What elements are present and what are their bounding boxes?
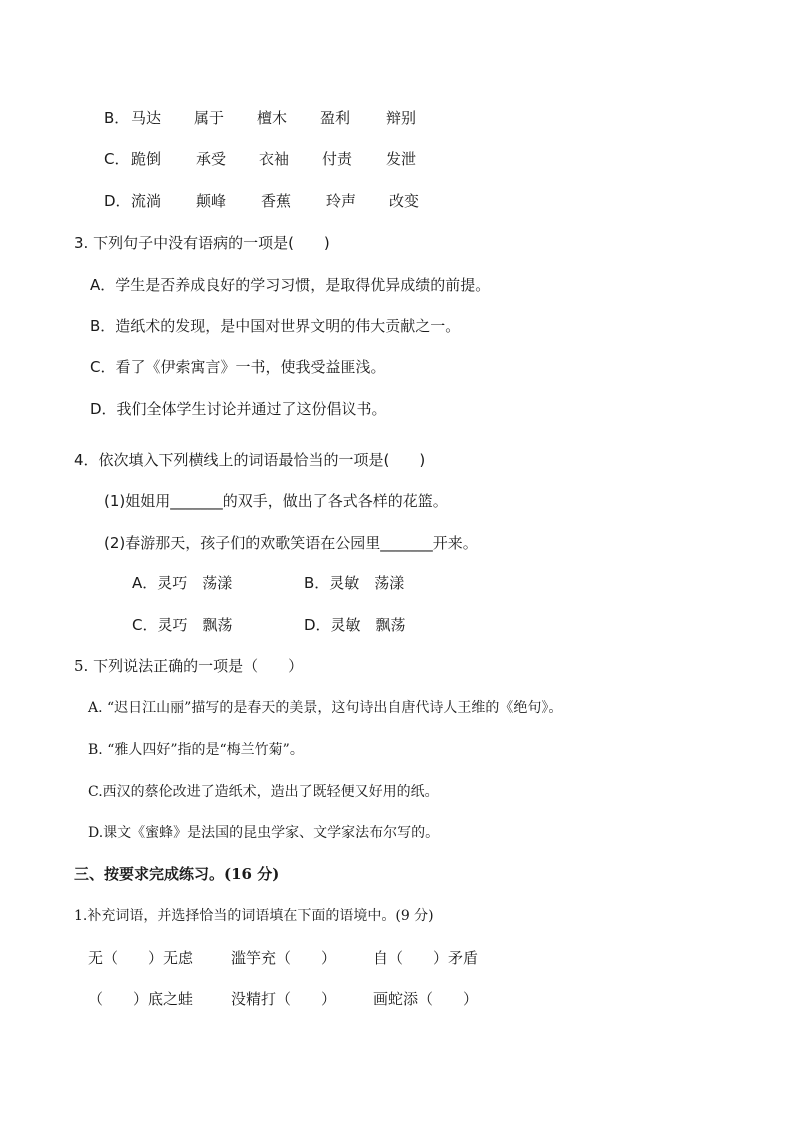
q2-option-b (104, 108, 464, 128)
idioms-row-2 (88, 989, 508, 1009)
q2-word: 香蕉 (261, 192, 292, 210)
idiom-blank: 无（ ）无虑 (88, 949, 194, 967)
q4-sentence-1: (1)姐姐用_______的双手，做出了各式各样的花篮。 (104, 492, 448, 510)
q2-word: 流淌 (131, 192, 162, 210)
q2-option-label: D． (104, 192, 131, 210)
q5-question: 5. 下列说法正确的一项是（ ） (74, 657, 304, 675)
q2-word: 发泄 (386, 150, 417, 168)
q4-option-b: B．灵敏 荡漾 (304, 574, 405, 592)
q2-word: 盈利 (320, 109, 351, 127)
q3-option-b: B．造纸术的发现，是中国对世界文明的伟大贡献之一。 (90, 317, 461, 335)
q2-word: 改变 (389, 192, 420, 210)
q3-option-c: C．看了《伊索寓言》一书，使我受益匪浅。 (90, 358, 386, 376)
q4-option-a: A．灵巧 荡漾 (132, 574, 233, 592)
q4-option-d: D．灵敏 飘荡 (304, 616, 406, 634)
q4-option-c: C．灵巧 飘荡 (132, 616, 233, 634)
q2-option-label: B． (104, 109, 130, 127)
q2-option-c (104, 149, 464, 169)
q2-word: 玲声 (326, 192, 357, 210)
q2-word: 跪倒 (131, 150, 162, 168)
q2-word: 檀木 (257, 109, 288, 127)
q2-word: 马达 (131, 109, 162, 127)
q3-option-a: A．学生是否养成良好的学习习惯，是取得优异成绩的前提。 (90, 276, 491, 294)
q2-word: 颠峰 (196, 192, 227, 210)
idiom-blank: 画蛇添（ ） (373, 990, 479, 1008)
q2-option-d (104, 191, 464, 211)
q2-option-label: C． (104, 150, 130, 168)
q2-word: 承受 (196, 150, 227, 168)
q5-option-c: C.西汉的蔡伦改进了造纸术，造出了既轻便又好用的纸。 (88, 784, 439, 800)
q5-option-d: D.课文《蜜蜂》是法国的昆虫学家、文学家法布尔写的。 (88, 825, 440, 841)
q3-question: 3. 下列句子中没有语病的一项是( ) (74, 234, 330, 252)
idiom-blank: （ ）底之蛙 (88, 990, 194, 1008)
idioms-row-1 (88, 948, 508, 968)
q4-sentence-2: (2)春游那天，孩子们的欢歌笑语在公园里_______开来。 (104, 534, 478, 552)
q4-question: 4．依次填入下列横线上的词语最恰当的一项是( ) (74, 451, 426, 469)
q2-word: 付责 (322, 150, 353, 168)
idiom-blank: 没精打（ ） (231, 990, 337, 1008)
q2-word: 辩别 (386, 109, 417, 127)
q3-option-d: D．我们全体学生讨论并通过了这份倡议书。 (90, 400, 387, 418)
q2-word: 衣袖 (259, 150, 290, 168)
q2-word: 属于 (194, 109, 225, 127)
section3-q1: 1.补充词语，并选择恰当的词语填在下面的语境中。(9 分) (74, 908, 434, 924)
section3-title: 三、按要求完成练习。(16 分) (74, 865, 280, 883)
idiom-blank: 滥竽充（ ） (231, 949, 337, 967)
q5-option-b: B. “雅人四好”指的是“梅兰竹菊”。 (88, 742, 304, 758)
q5-option-a: A. “迟日江山丽”描写的是春天的美景，这句诗出自唐代诗人王维的《绝句》。 (88, 700, 563, 716)
idiom-blank: 自（ ）矛盾 (373, 949, 479, 967)
